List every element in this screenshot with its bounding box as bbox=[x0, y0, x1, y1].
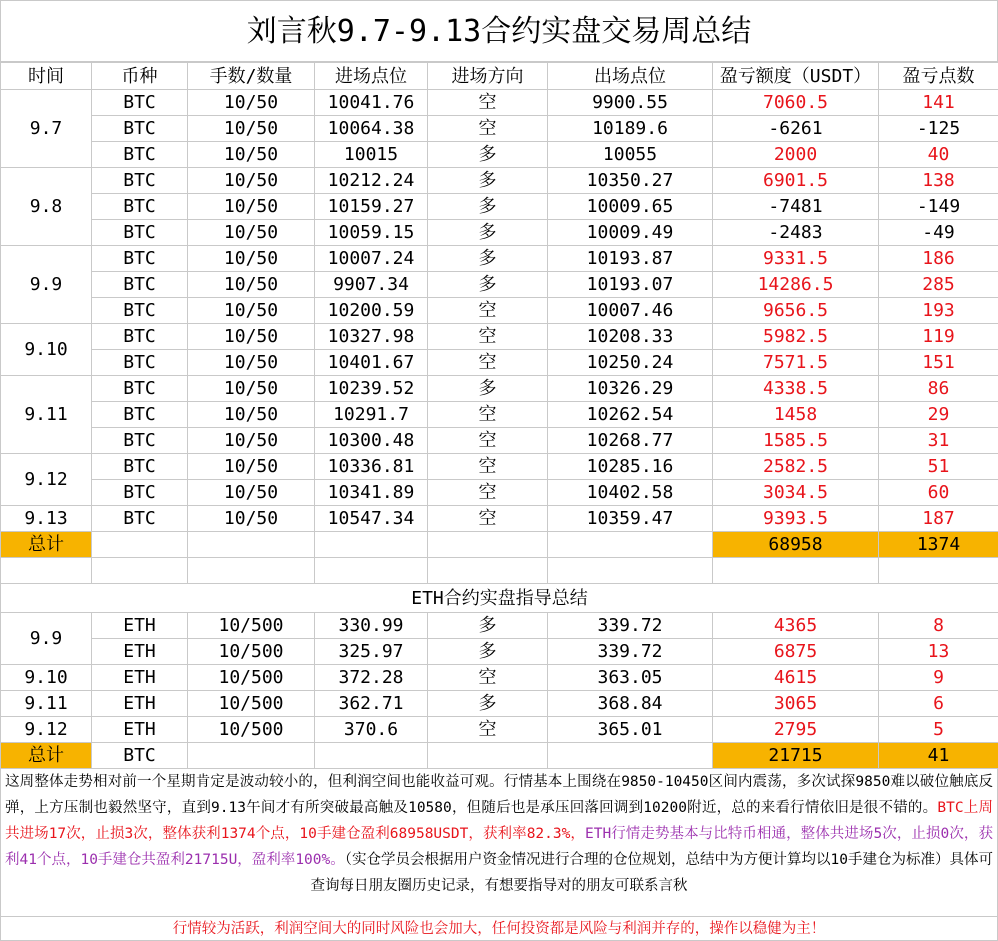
entry-price-cell: 10239.52 bbox=[315, 376, 428, 402]
pnl-cell: -2483 bbox=[713, 220, 879, 246]
points-cell: 186 bbox=[879, 246, 998, 272]
points-cell: 138 bbox=[879, 168, 998, 194]
weekly-summary-note bbox=[0, 769, 998, 917]
lots-cell: 10/50 bbox=[188, 428, 315, 454]
entry-price-cell: 10300.48 bbox=[315, 428, 428, 454]
points-cell: 187 bbox=[879, 506, 998, 532]
column-header: 手数/数量 bbox=[188, 63, 315, 90]
pnl-cell: 7060.5 bbox=[713, 90, 879, 116]
pnl-cell: 7571.5 bbox=[713, 350, 879, 376]
date-cell: 9.8 bbox=[1, 168, 92, 246]
coin-cell: ETH bbox=[92, 717, 188, 743]
exit-price-cell: 10009.65 bbox=[548, 194, 713, 220]
exit-price-cell: 10402.58 bbox=[548, 480, 713, 506]
entry-price-cell: 10159.27 bbox=[315, 194, 428, 220]
exit-price-cell: 363.05 bbox=[548, 665, 713, 691]
lots-cell: 10/50 bbox=[188, 298, 315, 324]
points-cell: -125 bbox=[879, 116, 998, 142]
entry-price-cell: 10401.67 bbox=[315, 350, 428, 376]
exit-price-cell: 10262.54 bbox=[548, 402, 713, 428]
total-row bbox=[1, 743, 998, 769]
pnl-cell: 6875 bbox=[713, 639, 879, 665]
entry-price-cell: 330.99 bbox=[315, 613, 428, 639]
empty-cell bbox=[713, 558, 879, 584]
points-cell: 29 bbox=[879, 402, 998, 428]
date-cell: 9.10 bbox=[1, 324, 92, 376]
total-pnl: 68958 bbox=[713, 532, 879, 558]
direction-cell: 多 bbox=[428, 194, 548, 220]
exit-price-cell: 10285.16 bbox=[548, 454, 713, 480]
exit-price-cell: 10007.46 bbox=[548, 298, 713, 324]
exit-price-cell: 339.72 bbox=[548, 639, 713, 665]
entry-price-cell: 10059.15 bbox=[315, 220, 428, 246]
lots-cell: 10/50 bbox=[188, 220, 315, 246]
direction-cell: 空 bbox=[428, 116, 548, 142]
lots-cell: 10/50 bbox=[188, 480, 315, 506]
direction-cell: 空 bbox=[428, 428, 548, 454]
trade-table bbox=[0, 62, 998, 769]
table-row bbox=[1, 142, 998, 168]
points-cell: 86 bbox=[879, 376, 998, 402]
exit-price-cell: 10193.07 bbox=[548, 272, 713, 298]
entry-price-cell: 10015 bbox=[315, 142, 428, 168]
coin-cell: ETH bbox=[92, 639, 188, 665]
coin-cell: BTC bbox=[92, 454, 188, 480]
table-row bbox=[1, 90, 998, 116]
coin-cell: BTC bbox=[92, 116, 188, 142]
entry-price-cell: 370.6 bbox=[315, 717, 428, 743]
points-cell: 193 bbox=[879, 298, 998, 324]
entry-price-cell: 10327.98 bbox=[315, 324, 428, 350]
table-row bbox=[1, 246, 998, 272]
table-row bbox=[1, 613, 998, 639]
lots-cell: 10/50 bbox=[188, 454, 315, 480]
points-cell: 119 bbox=[879, 324, 998, 350]
direction-cell: 多 bbox=[428, 272, 548, 298]
date-cell: 9.7 bbox=[1, 90, 92, 168]
direction-cell: 多 bbox=[428, 142, 548, 168]
coin-cell: BTC bbox=[92, 194, 188, 220]
pnl-cell: 6901.5 bbox=[713, 168, 879, 194]
total-points: 41 bbox=[879, 743, 998, 769]
empty-cell bbox=[548, 532, 713, 558]
table-row bbox=[1, 116, 998, 142]
table-row bbox=[1, 691, 998, 717]
coin-cell: BTC bbox=[92, 90, 188, 116]
empty-cell bbox=[428, 743, 548, 769]
exit-price-cell: 9900.55 bbox=[548, 90, 713, 116]
table-row bbox=[1, 428, 998, 454]
points-cell: 5 bbox=[879, 717, 998, 743]
pnl-cell: 2000 bbox=[713, 142, 879, 168]
points-cell: -149 bbox=[879, 194, 998, 220]
pnl-cell: 1585.5 bbox=[713, 428, 879, 454]
empty-cell bbox=[188, 743, 315, 769]
column-header: 时间 bbox=[1, 63, 92, 90]
table-row bbox=[1, 480, 998, 506]
lots-cell: 10/50 bbox=[188, 376, 315, 402]
points-cell: 141 bbox=[879, 90, 998, 116]
lots-cell: 10/50 bbox=[188, 168, 315, 194]
page-title: 刘言秋9.7-9.13合约实盘交易周总结 bbox=[0, 0, 998, 62]
pnl-cell: 4615 bbox=[713, 665, 879, 691]
exit-price-cell: 368.84 bbox=[548, 691, 713, 717]
direction-cell: 多 bbox=[428, 220, 548, 246]
direction-cell: 空 bbox=[428, 480, 548, 506]
table-row bbox=[1, 324, 998, 350]
direction-cell: 空 bbox=[428, 454, 548, 480]
header-row bbox=[1, 63, 998, 90]
points-cell: -49 bbox=[879, 220, 998, 246]
direction-cell: 空 bbox=[428, 402, 548, 428]
exit-price-cell: 10350.27 bbox=[548, 168, 713, 194]
lots-cell: 10/500 bbox=[188, 691, 315, 717]
lots-cell: 10/50 bbox=[188, 506, 315, 532]
total-label: 总计 bbox=[1, 532, 92, 558]
coin-cell: BTC bbox=[92, 168, 188, 194]
pnl-cell: 14286.5 bbox=[713, 272, 879, 298]
pnl-cell: 3034.5 bbox=[713, 480, 879, 506]
entry-price-cell: 10547.34 bbox=[315, 506, 428, 532]
table-row bbox=[1, 350, 998, 376]
direction-cell: 多 bbox=[428, 613, 548, 639]
pnl-cell: -7481 bbox=[713, 194, 879, 220]
points-cell: 13 bbox=[879, 639, 998, 665]
column-header: 进场方向 bbox=[428, 63, 548, 90]
entry-price-cell: 10200.59 bbox=[315, 298, 428, 324]
table-row bbox=[1, 220, 998, 246]
lots-cell: 10/50 bbox=[188, 194, 315, 220]
date-cell: 9.10 bbox=[1, 665, 92, 691]
exit-price-cell: 10193.87 bbox=[548, 246, 713, 272]
coin-cell: BTC bbox=[92, 246, 188, 272]
empty-cell bbox=[548, 743, 713, 769]
coin-cell: BTC bbox=[92, 480, 188, 506]
total-pnl: 21715 bbox=[713, 743, 879, 769]
summary-market-text: 这周整体走势相对前一个星期肯定是波动较小的，但利润空间也能收益可观。行情基本上围绕在9850-10450区间内震荡，多次试探9850难以破位触底反弹，上方压制也毅然坚守，直到9.13午间才有所突破最高触及10580，但随后也是承压回落回调到10200附近，总的来看行情依旧是很不错的。 bbox=[5, 774, 993, 816]
direction-cell: 空 bbox=[428, 717, 548, 743]
exit-price-cell: 365.01 bbox=[548, 717, 713, 743]
summary-contact-text: （实仓学员会根据用户资金情况进行合理的仓位规划，总结中为方便计算均以10手建仓为标准）具体可查询每日朋友圈历史记录，有想要指导对的朋友可联系言秋 bbox=[311, 852, 993, 894]
lots-cell: 10/500 bbox=[188, 639, 315, 665]
table-row bbox=[1, 298, 998, 324]
risk-warning: 行情较为活跃，利润空间大的同时风险也会加大，任何投资都是风险与利润并存的，操作以稳健为主！ bbox=[0, 917, 998, 941]
entry-price-cell: 362.71 bbox=[315, 691, 428, 717]
direction-cell: 多 bbox=[428, 246, 548, 272]
empty-cell bbox=[92, 558, 188, 584]
lots-cell: 10/500 bbox=[188, 717, 315, 743]
lots-cell: 10/50 bbox=[188, 324, 315, 350]
table-row bbox=[1, 506, 998, 532]
total-row bbox=[1, 532, 998, 558]
coin-cell: BTC bbox=[92, 376, 188, 402]
points-cell: 6 bbox=[879, 691, 998, 717]
direction-cell: 空 bbox=[428, 350, 548, 376]
pnl-cell: 2582.5 bbox=[713, 454, 879, 480]
total-coin-cell: BTC bbox=[92, 743, 188, 769]
summary-btc-text: BTC上周共进场17次，止损3次，整体获利1374个点，10手建仓盈利68958USDT，获利率82.3%， bbox=[5, 800, 993, 842]
entry-price-cell: 10041.76 bbox=[315, 90, 428, 116]
pnl-cell: 5982.5 bbox=[713, 324, 879, 350]
coin-cell: ETH bbox=[92, 691, 188, 717]
empty-cell bbox=[428, 532, 548, 558]
direction-cell: 空 bbox=[428, 506, 548, 532]
points-cell: 285 bbox=[879, 272, 998, 298]
entry-price-cell: 325.97 bbox=[315, 639, 428, 665]
entry-price-cell: 10064.38 bbox=[315, 116, 428, 142]
lots-cell: 10/50 bbox=[188, 272, 315, 298]
pnl-cell: 9393.5 bbox=[713, 506, 879, 532]
empty-cell bbox=[315, 532, 428, 558]
entry-price-cell: 10212.24 bbox=[315, 168, 428, 194]
pnl-cell: 4365 bbox=[713, 613, 879, 639]
pnl-cell: 9331.5 bbox=[713, 246, 879, 272]
date-cell: 9.11 bbox=[1, 691, 92, 717]
direction-cell: 多 bbox=[428, 691, 548, 717]
date-cell: 9.9 bbox=[1, 613, 92, 665]
direction-cell: 多 bbox=[428, 168, 548, 194]
total-points: 1374 bbox=[879, 532, 998, 558]
lots-cell: 10/500 bbox=[188, 613, 315, 639]
table-row bbox=[1, 665, 998, 691]
direction-cell: 空 bbox=[428, 324, 548, 350]
empty-cell bbox=[315, 558, 428, 584]
exit-price-cell: 10250.24 bbox=[548, 350, 713, 376]
direction-cell: 多 bbox=[428, 376, 548, 402]
table-row bbox=[1, 717, 998, 743]
empty-cell bbox=[548, 558, 713, 584]
table-row bbox=[1, 194, 998, 220]
exit-price-cell: 10326.29 bbox=[548, 376, 713, 402]
direction-cell: 空 bbox=[428, 298, 548, 324]
entry-price-cell: 10336.81 bbox=[315, 454, 428, 480]
pnl-cell: 1458 bbox=[713, 402, 879, 428]
column-header: 出场点位 bbox=[548, 63, 713, 90]
exit-price-cell: 10009.49 bbox=[548, 220, 713, 246]
pnl-cell: 4338.5 bbox=[713, 376, 879, 402]
column-header: 进场点位 bbox=[315, 63, 428, 90]
blank-row bbox=[1, 558, 998, 584]
empty-cell bbox=[188, 532, 315, 558]
date-cell: 9.9 bbox=[1, 246, 92, 324]
coin-cell: BTC bbox=[92, 272, 188, 298]
exit-price-cell: 10208.33 bbox=[548, 324, 713, 350]
exit-price-cell: 10268.77 bbox=[548, 428, 713, 454]
lots-cell: 10/50 bbox=[188, 402, 315, 428]
coin-cell: BTC bbox=[92, 402, 188, 428]
exit-price-cell: 10189.6 bbox=[548, 116, 713, 142]
lots-cell: 10/50 bbox=[188, 350, 315, 376]
entry-price-cell: 9907.34 bbox=[315, 272, 428, 298]
empty-cell bbox=[1, 558, 92, 584]
lots-cell: 10/50 bbox=[188, 246, 315, 272]
column-header: 盈亏点数 bbox=[879, 63, 998, 90]
pnl-cell: 2795 bbox=[713, 717, 879, 743]
points-cell: 9 bbox=[879, 665, 998, 691]
date-cell: 9.13 bbox=[1, 506, 92, 532]
points-cell: 40 bbox=[879, 142, 998, 168]
column-header: 盈亏额度（USDT） bbox=[713, 63, 879, 90]
direction-cell: 空 bbox=[428, 90, 548, 116]
empty-cell bbox=[428, 558, 548, 584]
exit-price-cell: 10359.47 bbox=[548, 506, 713, 532]
coin-cell: ETH bbox=[92, 665, 188, 691]
table-row bbox=[1, 168, 998, 194]
direction-cell: 空 bbox=[428, 665, 548, 691]
entry-price-cell: 10341.89 bbox=[315, 480, 428, 506]
lots-cell: 10/50 bbox=[188, 90, 315, 116]
direction-cell: 多 bbox=[428, 639, 548, 665]
date-cell: 9.11 bbox=[1, 376, 92, 454]
lots-cell: 10/500 bbox=[188, 665, 315, 691]
eth-section-title: ETH合约实盘指导总结 bbox=[1, 584, 998, 613]
eth-subtitle-row bbox=[1, 584, 998, 613]
pnl-cell: 9656.5 bbox=[713, 298, 879, 324]
coin-cell: BTC bbox=[92, 350, 188, 376]
exit-price-cell: 339.72 bbox=[548, 613, 713, 639]
table-row bbox=[1, 639, 998, 665]
lots-cell: 10/50 bbox=[188, 116, 315, 142]
empty-cell bbox=[188, 558, 315, 584]
coin-cell: BTC bbox=[92, 324, 188, 350]
entry-price-cell: 10291.7 bbox=[315, 402, 428, 428]
date-cell: 9.12 bbox=[1, 717, 92, 743]
empty-cell bbox=[315, 743, 428, 769]
column-header: 币种 bbox=[92, 63, 188, 90]
exit-price-cell: 10055 bbox=[548, 142, 713, 168]
pnl-cell: 3065 bbox=[713, 691, 879, 717]
pnl-cell: -6261 bbox=[713, 116, 879, 142]
lots-cell: 10/50 bbox=[188, 142, 315, 168]
date-cell: 9.12 bbox=[1, 454, 92, 506]
coin-cell: BTC bbox=[92, 506, 188, 532]
coin-cell: ETH bbox=[92, 613, 188, 639]
coin-cell: BTC bbox=[92, 220, 188, 246]
entry-price-cell: 10007.24 bbox=[315, 246, 428, 272]
points-cell: 60 bbox=[879, 480, 998, 506]
empty-cell bbox=[879, 558, 998, 584]
points-cell: 51 bbox=[879, 454, 998, 480]
table-row bbox=[1, 376, 998, 402]
table-row bbox=[1, 454, 998, 480]
entry-price-cell: 372.28 bbox=[315, 665, 428, 691]
total-label: 总计 bbox=[1, 743, 92, 769]
summary-eth-text: ETH行情走势基本与比特币相通，整体共进场5次，止损0次，获利41个点，10手建仓共盈利21715U，盈利率100%。 bbox=[5, 826, 993, 868]
table-row bbox=[1, 272, 998, 298]
table-row bbox=[1, 402, 998, 428]
points-cell: 151 bbox=[879, 350, 998, 376]
coin-cell: BTC bbox=[92, 428, 188, 454]
coin-cell: BTC bbox=[92, 298, 188, 324]
points-cell: 8 bbox=[879, 613, 998, 639]
coin-cell: BTC bbox=[92, 142, 188, 168]
points-cell: 31 bbox=[879, 428, 998, 454]
total-coin-cell bbox=[92, 532, 188, 558]
